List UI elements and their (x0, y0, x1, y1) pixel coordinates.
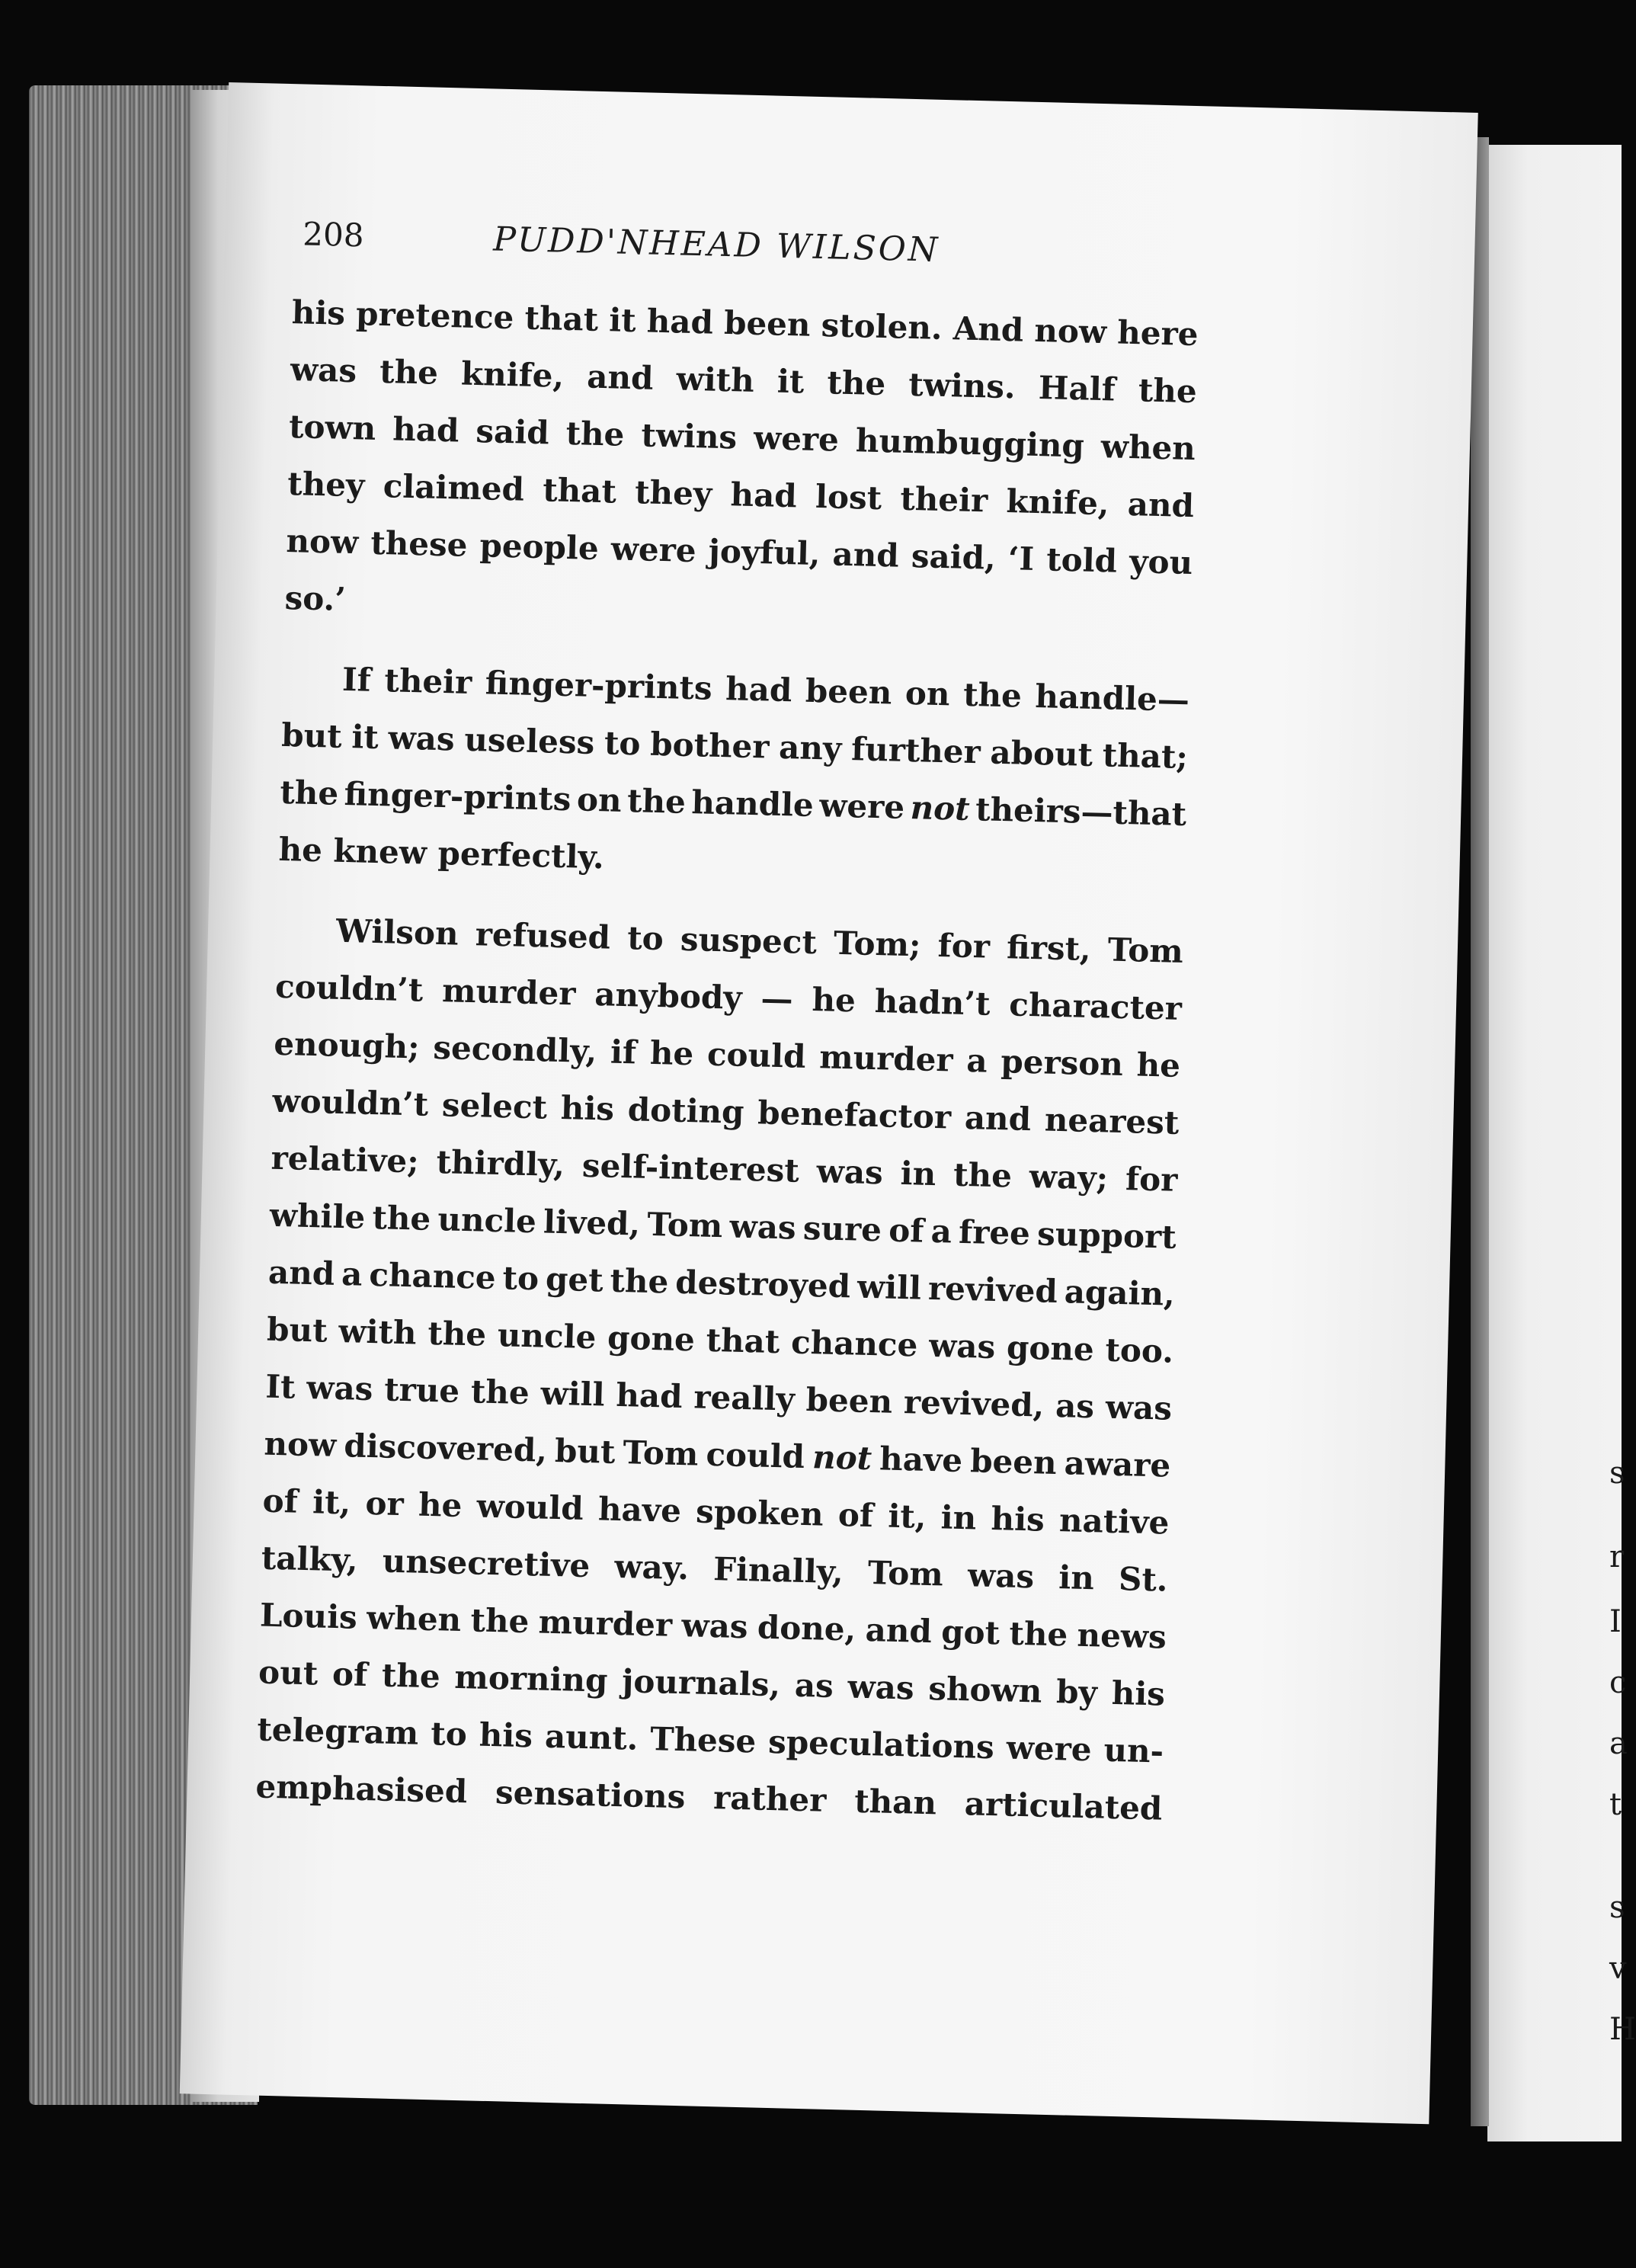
text-line: he knew perfectly. (278, 830, 605, 876)
text-line: town had said the twins were humbugging when (288, 408, 1196, 468)
paragraph (278, 649, 1190, 900)
facing-page-fragment: v (1609, 1951, 1627, 1986)
text-line: wouldn’t select his doting benefactor and nearest (272, 1081, 1180, 1142)
book-page (180, 82, 1478, 2124)
text-line: enough; secondly, if he could murder a person he (273, 1024, 1181, 1084)
facing-page-fragment: a (1609, 1726, 1628, 1761)
text-line: of it, or he would have spoken of it, in his native (262, 1482, 1170, 1542)
page-number: 208 (302, 215, 365, 255)
facing-page-fragment: t (1609, 1787, 1622, 1822)
facing-page-fragment: H (1609, 2012, 1636, 2047)
text-line: It was true the will had really been revived, as was (264, 1367, 1173, 1427)
facing-page (1487, 145, 1636, 2141)
paragraph (284, 284, 1199, 649)
facing-page-fragment: s (1609, 1890, 1625, 1925)
text-line: now these people were joyful, and said, ‘I told you (285, 521, 1193, 582)
text-line: Wilson refused to suspect Tom; for first, Tom (335, 911, 1184, 970)
text-line: telegram to his aunt. These speculations were un- (256, 1710, 1164, 1770)
body-text (255, 284, 1199, 1837)
text-line: emphasised sensations rather than articulated (255, 1767, 1163, 1828)
text-line: talky, unsecretive way. Finally, Tom was in St. (261, 1539, 1169, 1599)
facing-page-fragment: r (1609, 1539, 1625, 1574)
running-title: PUDD'NHEAD WILSON (492, 219, 940, 270)
text-line: couldn’t murder anybody — he hadn’t character (274, 967, 1183, 1027)
facing-page-fragment: s (1609, 1456, 1625, 1491)
text-line: out of the morning journals, as was shown by his (258, 1653, 1166, 1713)
text-line: so.’ (284, 578, 347, 618)
text-line: but it was useless to bother any further about that; (280, 716, 1189, 776)
text-line: while the uncle lived, Tom was sure of a free support (269, 1196, 1177, 1256)
text-line: relative; thirdly, self-interest was in the way; for (271, 1139, 1178, 1199)
text-line: now discovered, but Tom could not have been aware (264, 1424, 1171, 1485)
page-header (303, 215, 1172, 282)
text-line: was the knife, and with it the twins. Half the (290, 351, 1198, 411)
page-gutter-shadow (1471, 137, 1489, 2126)
text-line: the finger-prints on the handle were not theirs—that (279, 773, 1187, 833)
paragraph (255, 901, 1184, 1837)
text-line: his pretence that it had been stolen. And now here (291, 293, 1199, 354)
text-line: but with the uncle gone that chance was gone too. (266, 1310, 1174, 1370)
text-line: If their finger-prints had been on the handle— (341, 660, 1190, 719)
text-line: Louis when the murder was done, and got the news (259, 1596, 1167, 1656)
facing-page-fragment: c (1609, 1665, 1627, 1700)
text-line: they claimed that they had lost their knife, and (287, 465, 1195, 525)
text-line: and a chance to get the destroyed will revived again, (267, 1253, 1176, 1313)
facing-page-fragment: I (1609, 1604, 1622, 1639)
